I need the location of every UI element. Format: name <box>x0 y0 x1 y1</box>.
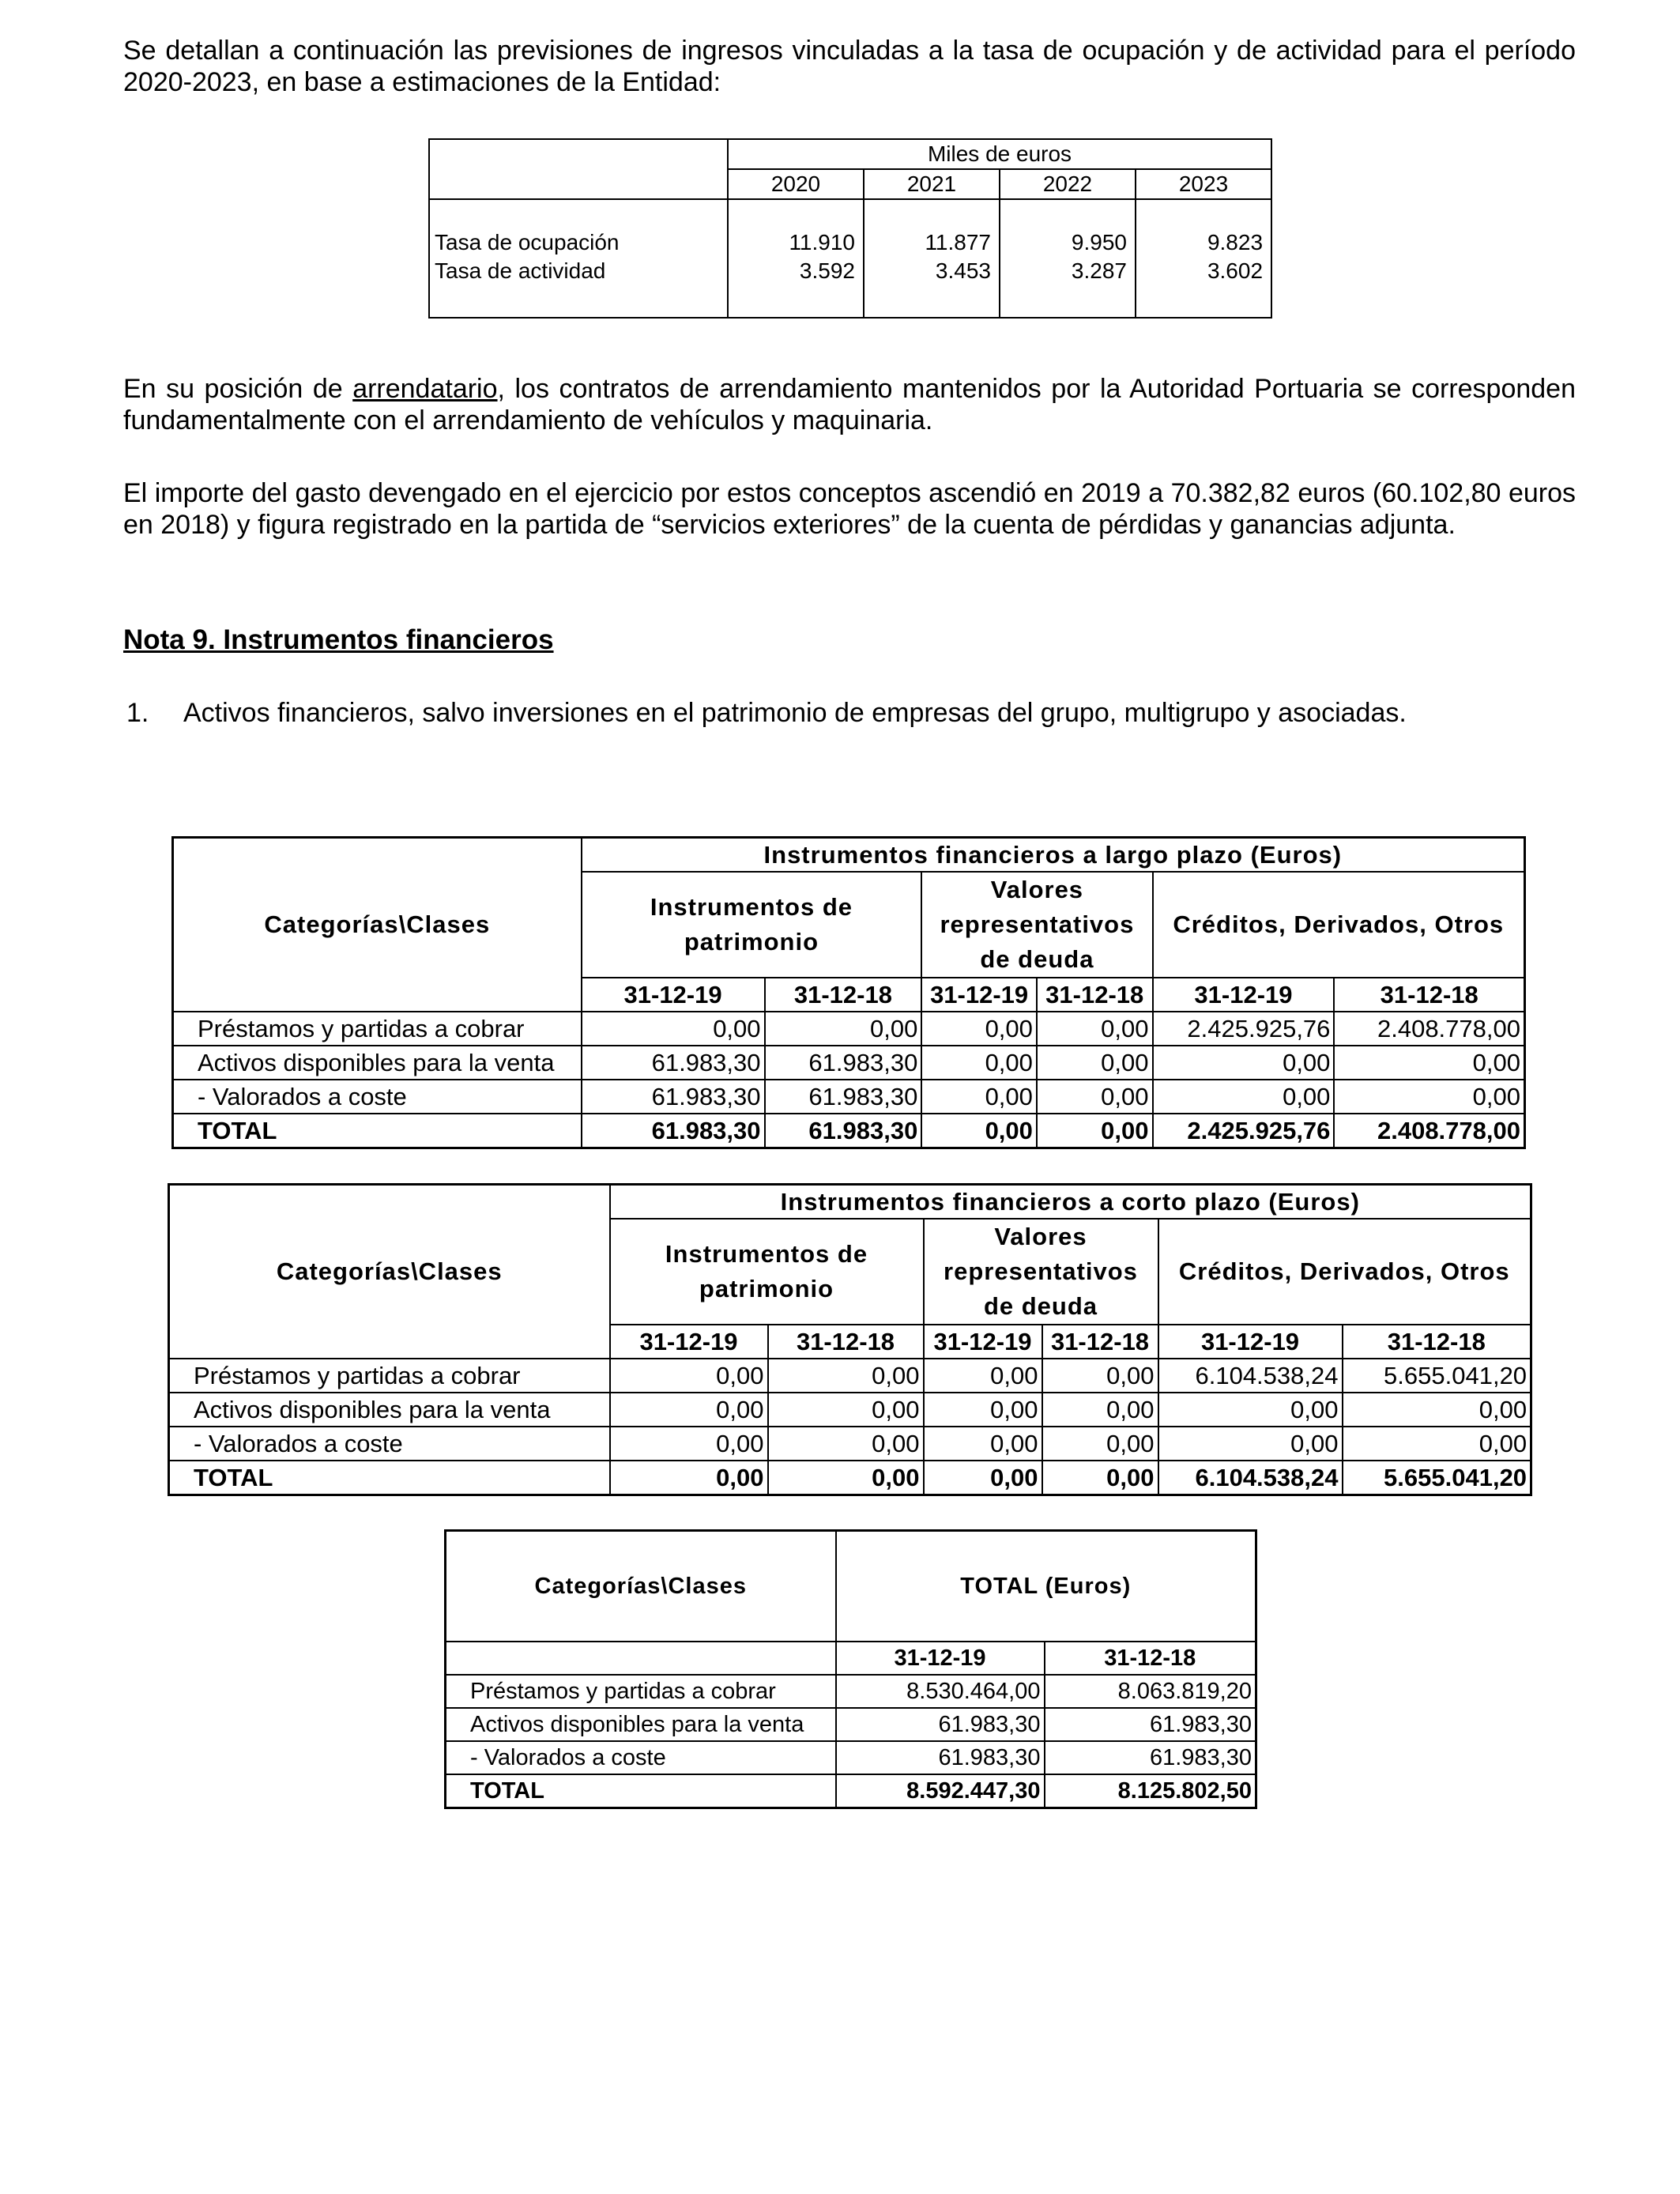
category-header: Categorías\Clases <box>446 1531 836 1642</box>
table-row: - Valorados a coste 61.983,30 61.983,30 0,00 0,00 0,00 0,00 <box>173 1080 1525 1114</box>
arrendatario-term: arrendatario <box>352 374 498 404</box>
table-row: Activos disponibles para la venta 61.983,30 61.983,30 0,00 0,00 0,00 0,00 <box>173 1046 1525 1080</box>
table-row: Activos disponibles para la venta 61.983,30 61.983,30 <box>446 1708 1256 1741</box>
list-text: Activos financieros, salvo inversiones en el patrimonio de empresas del grupo, multigrupo y asociadas. <box>183 698 1407 728</box>
date-header: 31-12-18 <box>1343 1325 1531 1359</box>
group-header: Valores representativos de deuda <box>924 1219 1158 1325</box>
table-title: Instrumentos financieros a corto plazo (Euros) <box>610 1185 1531 1220</box>
date-header: 31-12-18 <box>1042 1325 1158 1359</box>
total-row: TOTAL 0,00 0,00 0,00 0,00 6.104.538,24 5.655.041,20 <box>169 1461 1531 1495</box>
table-row: Tasa de actividad 3.592 3.453 3.287 3.602 <box>429 257 1271 285</box>
intro-paragraph: Se detallan a continuación las previsiones de ingresos vinculadas a la tasa de ocupación y de actividad para el período 2020-2023, en base a estimaciones de la Entidad: <box>123 36 1576 97</box>
date-header: 31-12-19 <box>1153 978 1335 1012</box>
previsiones-year: 2020 <box>728 169 864 199</box>
row-label: - Valorados a coste <box>173 1080 582 1114</box>
row-label: Activos disponibles para la venta <box>169 1393 610 1427</box>
group-header: Créditos, Derivados, Otros <box>1158 1219 1531 1325</box>
row-label: Tasa de actividad <box>435 258 606 283</box>
date-header: 31-12-18 <box>1334 978 1524 1012</box>
nota-heading: Nota 9. Instrumentos financieros <box>123 624 554 655</box>
date-header: 31-12-18 <box>1045 1642 1256 1675</box>
group-header: Valores representativos de deuda <box>921 872 1152 978</box>
previsiones-year: 2021 <box>864 169 1000 199</box>
table-title: TOTAL (Euros) <box>836 1531 1256 1642</box>
row-label: Activos disponibles para la venta <box>173 1046 582 1080</box>
total-row: TOTAL 61.983,30 61.983,30 0,00 0,00 2.425.925,76 2.408.778,00 <box>173 1114 1525 1148</box>
date-header: 31-12-18 <box>768 1325 924 1359</box>
list-item <box>126 697 1407 729</box>
row-label: TOTAL <box>169 1461 610 1495</box>
arrendatario-paragraph: En su posición de arrendatario, los contratos de arrendamiento mantenidos por la Autoridad Portuaria se corresponden fundamentalmente con el arrendamiento de vehículos y maquinaria. <box>123 374 1576 435</box>
previsiones-unit: Miles de euros <box>728 139 1271 169</box>
table-row: - Valorados a coste 61.983,30 61.983,30 <box>446 1741 1256 1774</box>
date-header: 31-12-19 <box>610 1325 768 1359</box>
previsiones-empty-header <box>429 139 728 169</box>
date-header: 31-12-19 <box>836 1642 1045 1675</box>
date-header: 31-12-18 <box>765 978 922 1012</box>
table-row: Préstamos y partidas a cobrar 0,00 0,00 0,00 0,00 2.425.925,76 2.408.778,00 <box>173 1012 1525 1046</box>
total-table <box>444 1529 1257 1809</box>
category-header: Categorías\Clases <box>169 1185 610 1359</box>
table-row: - Valorados a coste 0,00 0,00 0,00 0,00 0,00 0,00 <box>169 1427 1531 1461</box>
date-header: 31-12-19 <box>924 1325 1042 1359</box>
row-label: Préstamos y partidas a cobrar <box>173 1012 582 1046</box>
row-label: Activos disponibles para la venta <box>446 1708 836 1741</box>
row-label: Préstamos y partidas a cobrar <box>446 1675 836 1708</box>
list-number: 1. <box>126 698 149 728</box>
row-label: - Valorados a coste <box>169 1427 610 1461</box>
largo-plazo-table <box>171 836 1526 1149</box>
table-row: Tasa de ocupación 11.910 11.877 9.950 9.823 <box>429 228 1271 257</box>
corto-plazo-table <box>168 1183 1532 1496</box>
row-label: - Valorados a coste <box>446 1741 836 1774</box>
gasto-paragraph: El importe del gasto devengado en el ejercicio por estos conceptos ascendió en 2019 a 70.382,82 euros (60.102,80 euros en 2018) y figura registrado en la partida de “servicios exteriores” de la cuenta de pérdidas y ganancias adjunta. <box>123 478 1576 540</box>
row-label: TOTAL <box>446 1774 836 1808</box>
table-row: Activos disponibles para la venta 0,00 0,00 0,00 0,00 0,00 0,00 <box>169 1393 1531 1427</box>
previsiones-year: 2022 <box>1000 169 1136 199</box>
previsiones-year: 2023 <box>1136 169 1271 199</box>
table-title: Instrumentos financieros a largo plazo (Euros) <box>582 838 1525 873</box>
group-header: Instrumentos de patrimonio <box>610 1219 924 1325</box>
date-header: 31-12-19 <box>1158 1325 1343 1359</box>
total-row: TOTAL 8.592.447,30 8.125.802,50 <box>446 1774 1256 1808</box>
date-header: 31-12-19 <box>582 978 765 1012</box>
row-label: Préstamos y partidas a cobrar <box>169 1359 610 1393</box>
category-header: Categorías\Clases <box>173 838 582 1012</box>
row-label: TOTAL <box>173 1114 582 1148</box>
row-label: Tasa de ocupación <box>435 230 620 254</box>
previsiones-table <box>428 138 1272 319</box>
table-row: Préstamos y partidas a cobrar 0,00 0,00 0,00 0,00 6.104.538,24 5.655.041,20 <box>169 1359 1531 1393</box>
date-header: 31-12-18 <box>1037 978 1153 1012</box>
group-header: Créditos, Derivados, Otros <box>1153 872 1525 978</box>
date-header: 31-12-19 <box>921 978 1037 1012</box>
group-header: Instrumentos de patrimonio <box>582 872 922 978</box>
table-row: Préstamos y partidas a cobrar 8.530.464,00 8.063.819,20 <box>446 1675 1256 1708</box>
